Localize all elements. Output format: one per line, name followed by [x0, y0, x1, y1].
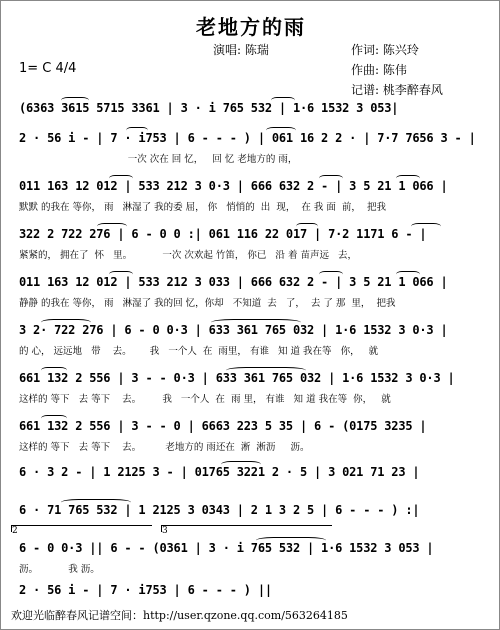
lyrics-line-8: 这样的 等下 去 等下 去。 老地方的 雨还在 淅 淅沥 沥。: [19, 442, 310, 453]
singer-credit: 演唱: 陈瑞: [213, 43, 269, 57]
lyrics-line-6: 的 心， 远远地 带 去。 我 一个人 在 雨里， 有谁 知 道 我在等 你， 就: [19, 346, 379, 357]
notation-line-11: 6 - 0 0·3 || 6 - - (0361 | 3 · i 765 532 | 1·6 1532 3 053 |: [19, 541, 434, 555]
lyrics-line-2: 一次 次在 回 忆， 回 忆 老地方的 雨，: [19, 154, 298, 165]
lyrics-line-5: 静静 的我在 等你， 雨 淋湿了 我的回 忆，你却 不知道 去 了， 去 了 那 里， 把我: [19, 298, 396, 309]
lyrics-line-11: 沥。 我 沥。: [19, 564, 100, 575]
lyrics-line-3: 默默 的我在 等你， 雨 淋湿了 我的委 屈， 你 悄悄的 出 现， 在 我 面 前， 把我: [19, 202, 386, 213]
notation-line-1: (6363 3615 5715 3361 | 3 · i 765 532 | 1·6 1532 3 053|: [19, 101, 399, 115]
transcriber-credit: 记谱: 桃李醉春风: [351, 83, 443, 97]
footer-text: 欢迎光临醉春风记谱空间：: [11, 609, 143, 622]
notation-line-7: 661 132 2 556 | 3 - - 0·3 | 633 361 765 032 | 1·6 1532 3 0·3 |: [19, 371, 455, 385]
lyricist-credit: 作词: 陈兴玲: [351, 43, 419, 57]
notation-line-10: 6 · 71 765 532 | 1 2125 3 0343 | 2 1 3 2 5 | 6 - - - ) :|: [19, 503, 420, 517]
footer-note: [11, 607, 348, 623]
volta-bracket-2: [11, 525, 152, 536]
volta-bracket-3: [161, 525, 332, 536]
notation-line-8: 661 132 2 556 | 3 - - 0 | 6663 223 5 35 | 6 - (0175 3235 |: [19, 419, 427, 433]
page-title: 老地方的雨: [196, 15, 306, 39]
footer-url[interactable]: http://user.qzone.qq.com/563264185: [143, 609, 348, 622]
composer-credit: 作曲: 陈伟: [351, 63, 407, 77]
lyrics-line-4: 紧紧的， 拥在了 怀 里。 一次 次欢起 竹笛， 你已 沿 着 苗声远 去，: [19, 250, 358, 261]
notation-line-9: 6 · 3 2 - | 1 2125 3 - | 01765 3221 2 · 5 | 3 021 71 23 |: [19, 465, 420, 479]
notation-line-12: 2 · 56 i - | 7 · i753 | 6 - - - ) ||: [19, 583, 272, 597]
volta-number: 2: [12, 526, 18, 536]
notation-line-2: 2 · 56 i - | 7 · i753 | 6 - - - ) | 061 16 2 2 · | 7·7 7656 3 - |: [19, 131, 476, 145]
notation-line-4: 322 2 722 276 | 6 - 0 0 :| 061 116 22 017 | 7·2 1171 6 - |: [19, 227, 427, 241]
notation-line-3: 011 163 12 012 | 533 212 3 0·3 | 666 632 2 - | 3 5 21 1 066 |: [19, 179, 448, 193]
key-signature: 1= C 4/4: [19, 61, 77, 76]
notation-line-6: 3 2· 722 276 | 6 - 0 0·3 | 633 361 765 032 | 1·6 1532 3 0·3 |: [19, 323, 448, 337]
lyrics-line-7: 这样的 等下 去 等下 去。 我 一个人 在 雨 里， 有谁 知 道 我在等 你， 就: [19, 394, 391, 405]
volta-number: 3: [162, 526, 168, 536]
notation-line-5: 011 163 12 012 | 533 212 3 033 | 666 632 2 - | 3 5 21 1 066 |: [19, 275, 448, 289]
